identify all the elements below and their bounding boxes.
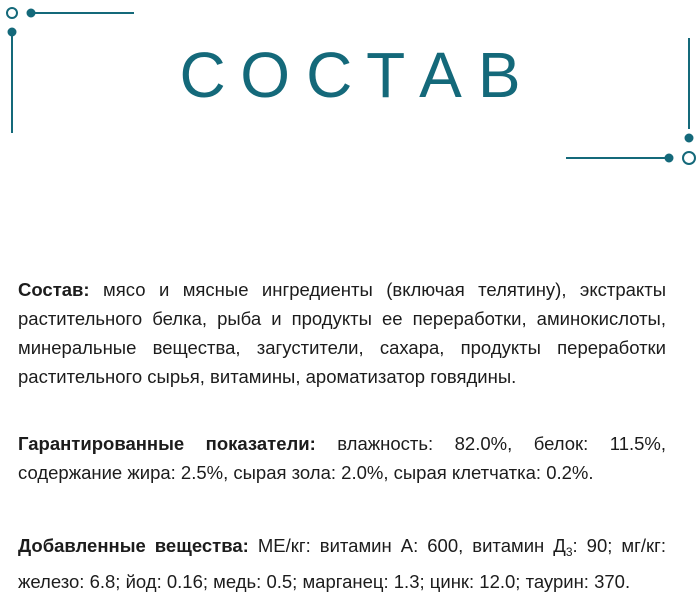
additives-text-before: МЕ/кг: витамин А: 600, витамин Д bbox=[257, 535, 566, 556]
additives-text-after: : 90; мг/кг: железо: 6.8; йод: 0.16; медь: 0.5; марганец: 1.3; цинк: 12.0; таурин: 370. bbox=[18, 535, 666, 592]
composition-paragraph bbox=[18, 275, 666, 391]
guaranteed-label: Гарантированные показатели: bbox=[18, 433, 316, 454]
additives-paragraph bbox=[18, 531, 666, 596]
additives-label: Добавленные вещества: bbox=[18, 535, 249, 556]
composition-label: Состав: bbox=[18, 279, 90, 300]
additives-subscript: 3 bbox=[565, 545, 573, 559]
guaranteed-text: влажность: 82.0%, белок: 11.5%, содержание жира: 2.5%, сырая зола: 2.0%, сырая клетчатка: 0.2%. bbox=[18, 433, 666, 483]
composition-text: мясо и мясные ингредиенты (включая телятину), экстракты растительного белка, рыба и продукты ее переработки, аминокислоты, минеральные вещества, загустители, сахара, продукты переработки растительного сырья, витамины, ароматизатор говядины. bbox=[18, 279, 667, 387]
guaranteed-paragraph bbox=[18, 429, 666, 487]
page-title: СОСТАВ bbox=[179, 39, 537, 111]
